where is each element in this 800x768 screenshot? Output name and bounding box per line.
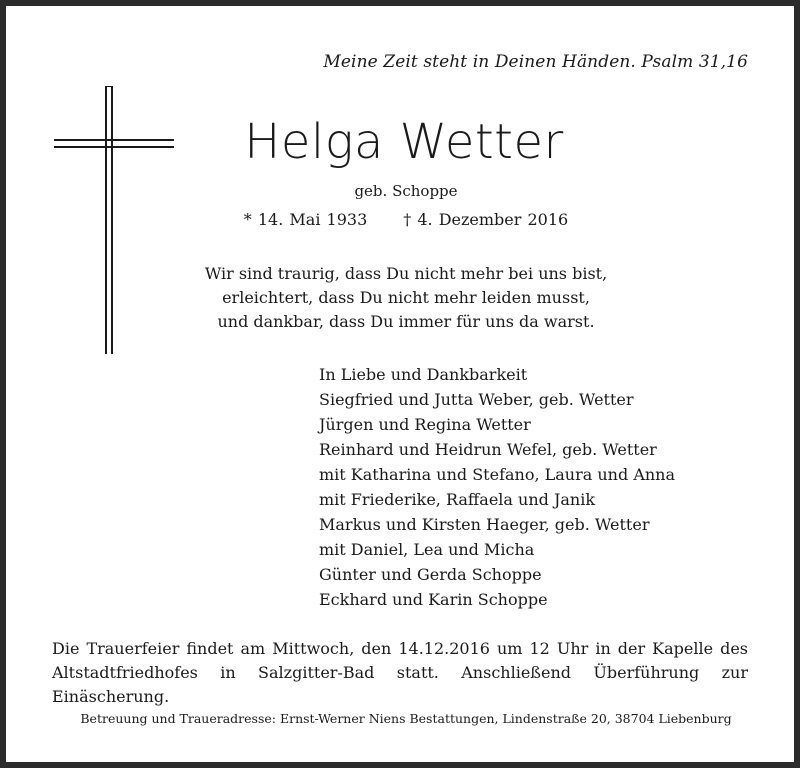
family-line: Reinhard und Heidrun Wefel, geb. Wetter xyxy=(319,440,657,459)
birth-name: geb. Schoppe xyxy=(354,182,458,200)
poem-line: erleichtert, dass Du nicht mehr leiden musst, xyxy=(222,288,590,307)
funeral-home-footer: Betreuung und Traueradresse: Ernst-Werner Niens Bestattungen, Lindenstraße 20, 38704 Liebenburg xyxy=(80,711,732,726)
poem-line: Wir sind traurig, dass Du nicht mehr bei uns bist, xyxy=(204,264,608,283)
ceremony-line: Altstadtfriedhofes in Salzgitter-Bad statt. Anschließend Überführung zur Einäscherung. xyxy=(52,663,748,706)
ceremony-info xyxy=(52,637,748,709)
birth-date: * 14. Mai 1933 xyxy=(243,210,368,229)
family-list xyxy=(319,362,675,612)
family-line: In Liebe und Dankbarkeit xyxy=(319,365,528,384)
poem xyxy=(6,262,800,334)
family-line: Jürgen und Regina Wetter xyxy=(319,415,531,434)
ceremony-line: Die Trauerfeier findet am Mittwoch, den 14.12.2016 um 12 Uhr in der Kapelle des xyxy=(52,639,748,658)
family-line: mit Daniel, Lea und Micha xyxy=(319,540,535,559)
family-line: mit Friederike, Raffaela und Janik xyxy=(319,490,596,509)
poem-line: und dankbar, dass Du immer für uns da warst. xyxy=(217,312,595,331)
death-date: † 4. Dezember 2016 xyxy=(403,210,569,229)
family-line: Günter und Gerda Schoppe xyxy=(319,565,542,584)
deceased-name-text: Helga Wetter xyxy=(244,114,564,170)
family-line: Eckhard und Karin Schoppe xyxy=(319,590,548,609)
family-line: mit Katharina und Stefano, Laura und Anna xyxy=(319,465,676,484)
epigraph: Meine Zeit steht in Deinen Händen. Psalm 31,16 xyxy=(323,52,748,72)
deceased-name xyxy=(6,114,800,170)
life-dates xyxy=(6,210,800,229)
family-line: Siegfried und Jutta Weber, geb. Wetter xyxy=(319,390,634,409)
family-line: Markus und Kirsten Haeger, geb. Wetter xyxy=(319,515,650,534)
